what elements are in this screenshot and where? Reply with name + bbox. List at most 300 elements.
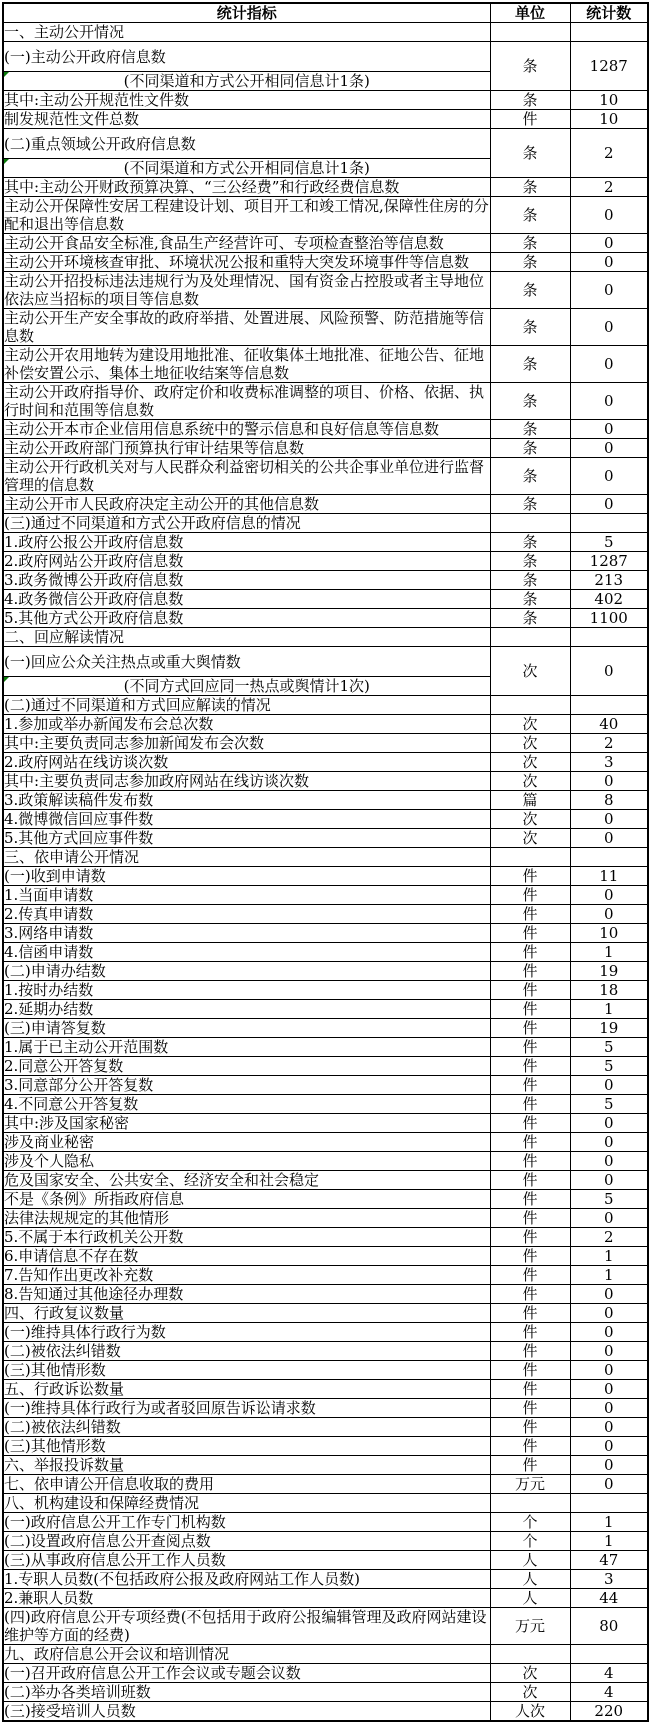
table-row [3,1645,648,1664]
table-row [3,458,648,495]
indicator-cell: 危及国家安全、公共安全、经济安全和社会稳定 [3,1171,490,1190]
value-cell: 2 [570,129,648,178]
table-row [3,696,648,715]
value-cell: 0 [570,886,648,905]
value-cell: 0 [570,197,648,234]
value-cell [570,23,648,42]
table-row [3,943,648,962]
table-row [3,1019,648,1038]
value-cell: 0 [570,383,648,420]
table-row [3,129,648,159]
value-cell: 0 [570,1076,648,1095]
table-row [3,439,648,458]
unit-cell: 条 [490,309,570,346]
unit-cell [490,23,570,42]
unit-cell: 件 [490,1266,570,1285]
indicator-cell: 2.政府网站公开政府信息数 [3,552,490,571]
table-row [3,110,648,129]
table-row [3,1114,648,1133]
indicator-cell: 6.申请信息不存在数 [3,1247,490,1266]
indicator-cell: 五、行政诉讼数量 [3,1380,490,1399]
column-header-unit: 单位 [490,3,570,23]
indicator-cell: 主动公开市人民政府决定主动公开的其他信息数 [3,495,490,514]
value-cell: 80 [570,1608,648,1645]
table-row [3,810,648,829]
indicator-cell: 六、举报投诉数量 [3,1456,490,1475]
value-cell: 5 [570,1038,648,1057]
unit-cell: 件 [490,1456,570,1475]
value-cell: 18 [570,981,648,1000]
value-cell: 402 [570,590,648,609]
indicator-cell: 5.其他方式回应事件数 [3,829,490,848]
unit-cell: 件 [490,1171,570,1190]
unit-cell: 条 [490,234,570,253]
table-row [3,1589,648,1608]
value-cell: 10 [570,924,648,943]
table-row [3,495,648,514]
value-cell: 1100 [570,609,648,628]
table-row [3,346,648,383]
indicator-cell: 其中:主要负责同志参加新闻发布会次数 [3,734,490,753]
value-cell: 4 [570,1664,648,1683]
value-cell: 8 [570,791,648,810]
indicator-cell: 3.网络申请数 [3,924,490,943]
indicator-cell: 1.当面申请数 [3,886,490,905]
value-cell: 44 [570,1589,648,1608]
column-header-value: 统计数 [570,3,648,23]
indicator-cell: 七、依申请公开信息收取的费用 [3,1475,490,1494]
indicator-cell: (二)重点领域公开政府信息数 [3,129,490,159]
unit-cell: 个 [490,1513,570,1532]
table-row [3,1133,648,1152]
indicator-cell: (三)从事政府信息公开工作人员数 [3,1551,490,1570]
table-row [3,753,648,772]
value-cell: 0 [570,309,648,346]
unit-cell: 条 [490,178,570,197]
table-row [3,867,648,886]
table-row [3,1683,648,1702]
value-cell: 5 [570,1190,648,1209]
unit-cell: 件 [490,1418,570,1437]
cell-error-indicator-icon [4,677,9,682]
indicator-cell: (四)政府信息公开专项经费(不包括用于政府公报编辑管理及政府网站建设维护等方面的经费) [3,1608,490,1645]
unit-cell: 条 [490,272,570,309]
indicator-cell: 5.其他方式公开政府信息数 [3,609,490,628]
indicator-cell: (三)其他情形数 [3,1437,490,1456]
value-cell: 1 [570,1266,648,1285]
indicator-cell: 主动公开食品安全标准,食品生产经营许可、专项检查整治等信息数 [3,234,490,253]
table-row [3,1304,648,1323]
table-row [3,1608,648,1645]
table-row [3,1000,648,1019]
indicator-cell: 法律法规规定的其他情形 [3,1209,490,1228]
table-row [3,905,648,924]
indicator-cell: 8.告知通过其他途径办理数 [3,1285,490,1304]
unit-cell: 个 [490,1532,570,1551]
indicator-cell: 主动公开行政机关对与人民群众利益密切相关的公共企事业单位进行监督管理的信息数 [3,458,490,495]
indicator-cell: 主动公开招投标违法违规行为及处理情况、国有资金占控股或者主导地位依法应当招标的项目等信息数 [3,272,490,309]
value-cell: 220 [570,1702,648,1722]
unit-cell: 件 [490,1209,570,1228]
value-cell: 0 [570,1114,648,1133]
unit-cell: 条 [490,609,570,628]
unit-cell: 件 [490,1114,570,1133]
indicator-cell: 7.告知作出更改补充数 [3,1266,490,1285]
indicator-cell: 涉及个人隐私 [3,1152,490,1171]
value-cell: 0 [570,1380,648,1399]
table-row [3,309,648,346]
unit-cell: 条 [490,383,570,420]
table-row [3,962,648,981]
unit-cell: 件 [490,1304,570,1323]
table-row [3,1380,648,1399]
unit-cell: 条 [490,346,570,383]
value-cell: 1 [570,1247,648,1266]
unit-cell: 件 [490,1228,570,1247]
value-cell: 19 [570,962,648,981]
value-cell: 0 [570,1475,648,1494]
value-cell: 0 [570,647,648,696]
value-cell: 0 [570,829,648,848]
table-row [3,178,648,197]
indicator-cell: (一)主动公开政府信息数 [3,42,490,72]
indicator-cell: (一)政府信息公开工作专门机构数 [3,1513,490,1532]
indicator-cell: (一)收到申请数 [3,867,490,886]
unit-cell: 人 [490,1551,570,1570]
table-row [3,609,648,628]
indicator-cell: 2.传真申请数 [3,905,490,924]
table-row [3,1399,648,1418]
unit-cell: 条 [490,458,570,495]
value-cell [570,514,648,533]
indicator-note-cell [3,159,490,178]
value-cell: 0 [570,905,648,924]
indicator-cell: 主动公开本市企业信用信息系统中的警示信息和良好信息等信息数 [3,420,490,439]
indicator-cell: 1.专职人员数(不包括政府公报及政府网站工作人员数) [3,1570,490,1589]
unit-cell: 件 [490,1285,570,1304]
indicator-cell: 2.延期办结数 [3,1000,490,1019]
indicator-note-text: (不同渠道和方式公开相同信息计1条) [123,159,370,177]
column-header-indicator: 统计指标 [3,3,490,23]
indicator-cell: 涉及商业秘密 [3,1133,490,1152]
value-cell: 19 [570,1019,648,1038]
value-cell: 0 [570,253,648,272]
unit-cell: 件 [490,1057,570,1076]
value-cell: 0 [570,1418,648,1437]
indicator-cell: 九、政府信息公开会议和培训情况 [3,1645,490,1664]
value-cell [570,1494,648,1513]
unit-cell: 件 [490,1190,570,1209]
value-cell: 0 [570,1456,648,1475]
indicator-cell: 2.兼职人员数 [3,1589,490,1608]
table-row [3,1095,648,1114]
value-cell: 0 [570,1285,648,1304]
table-row [3,791,648,810]
value-cell: 0 [570,810,648,829]
indicator-cell: 三、依申请公开情况 [3,848,490,867]
value-cell: 0 [570,439,648,458]
table-row [3,1475,648,1494]
value-cell: 1287 [570,552,648,571]
unit-cell: 条 [490,495,570,514]
value-cell [570,628,648,647]
indicator-cell: (一)回应公众关注热点或重大舆情数 [3,647,490,677]
indicator-cell: (二)设置政府信息公开查阅点数 [3,1532,490,1551]
unit-cell: 条 [490,552,570,571]
value-cell: 1 [570,1513,648,1532]
indicator-note-cell [3,677,490,696]
indicator-cell: (三)通过不同渠道和方式公开政府信息的情况 [3,514,490,533]
value-cell: 3 [570,1570,648,1589]
unit-cell: 篇 [490,791,570,810]
value-cell: 0 [570,1209,648,1228]
value-cell: 4 [570,1683,648,1702]
indicator-cell: 主动公开环境核查审批、环境状况公报和重特大突发环境事件等信息数 [3,253,490,272]
value-cell [570,1645,648,1664]
table-row [3,590,648,609]
indicator-cell: 1.参加或举办新闻发布会总次数 [3,715,490,734]
value-cell: 0 [570,1304,648,1323]
indicator-note-text: (不同渠道和方式公开相同信息计1条) [123,72,370,90]
unit-cell: 条 [490,533,570,552]
value-cell: 5 [570,1095,648,1114]
table-row [3,197,648,234]
table-row [3,1323,648,1342]
unit-cell: 次 [490,829,570,848]
indicator-cell: 4.微博微信回应事件数 [3,810,490,829]
value-cell: 0 [570,1171,648,1190]
value-cell: 40 [570,715,648,734]
indicator-cell: 1.属于已主动公开范围数 [3,1038,490,1057]
value-cell: 3 [570,753,648,772]
unit-cell: 件 [490,924,570,943]
table-row [3,628,648,647]
table-row [3,514,648,533]
table-row [3,1494,648,1513]
indicator-cell: (三)申请答复数 [3,1019,490,1038]
unit-cell: 件 [490,962,570,981]
unit-cell: 次 [490,1683,570,1702]
value-cell: 0 [570,1437,648,1456]
table-row [3,1247,648,1266]
unit-cell [490,1645,570,1664]
table-row [3,552,648,571]
unit-cell: 次 [490,715,570,734]
table-row [3,1437,648,1456]
value-cell: 1 [570,943,648,962]
table-row [3,1551,648,1570]
unit-cell: 件 [490,1380,570,1399]
unit-cell: 条 [490,590,570,609]
table-row [3,1076,648,1095]
unit-cell: 次 [490,647,570,696]
unit-cell: 件 [490,1000,570,1019]
value-cell: 2 [570,734,648,753]
value-cell: 213 [570,571,648,590]
indicator-cell: 一、主动公开情况 [3,23,490,42]
table-row [3,886,648,905]
table-row [3,272,648,309]
table-row [3,1456,648,1475]
value-cell: 5 [570,533,648,552]
table-row [3,253,648,272]
indicator-cell: 主动公开政府部门预算执行审计结果等信息数 [3,439,490,458]
value-cell: 0 [570,420,648,439]
table-row [3,420,648,439]
value-cell: 11 [570,867,648,886]
indicator-cell: (一)维持具体行政行为数 [3,1323,490,1342]
value-cell: 1 [570,1000,648,1019]
unit-cell: 条 [490,420,570,439]
unit-cell: 次 [490,810,570,829]
value-cell: 0 [570,1361,648,1380]
table-row [3,1171,648,1190]
value-cell: 0 [570,495,648,514]
unit-cell [490,514,570,533]
unit-cell: 件 [490,1152,570,1171]
table-row [3,23,648,42]
value-cell: 0 [570,1133,648,1152]
indicator-cell: 其中:主动公开财政预算决算、“三公经费”和行政经费信息数 [3,178,490,197]
table-row [3,234,648,253]
table-row [3,848,648,867]
indicator-cell: (二)被依法纠错数 [3,1418,490,1437]
unit-cell: 件 [490,1019,570,1038]
value-cell: 0 [570,1152,648,1171]
cell-error-indicator-icon [4,72,9,77]
indicator-note-cell [3,72,490,91]
unit-cell: 件 [490,1437,570,1456]
indicator-cell: (一)维持具体行政行为或者驳回原告诉讼请求数 [3,1399,490,1418]
unit-cell: 条 [490,571,570,590]
unit-cell: 件 [490,886,570,905]
unit-cell: 条 [490,253,570,272]
table-row [3,772,648,791]
table-row [3,981,648,1000]
indicator-cell: 2.政府网站在线访谈次数 [3,753,490,772]
unit-cell: 件 [490,1399,570,1418]
indicator-cell: 2.同意公开答复数 [3,1057,490,1076]
unit-cell: 条 [490,42,570,91]
value-cell: 0 [570,1342,648,1361]
unit-cell: 次 [490,734,570,753]
indicator-cell: 主动公开保障性安居工程建设计划、项目开工和竣工情况,保障性住房的分配和退出等信息数 [4,197,489,233]
unit-cell: 次 [490,753,570,772]
value-cell [570,848,648,867]
unit-cell: 件 [490,1247,570,1266]
unit-cell [490,696,570,715]
value-cell: 0 [570,1323,648,1342]
value-cell: 0 [570,346,648,383]
table-row [3,1038,648,1057]
table-row [3,1513,648,1532]
unit-cell: 件 [490,1038,570,1057]
table-row [3,383,648,420]
value-cell: 0 [570,772,648,791]
unit-cell: 人次 [490,1702,570,1722]
table-row [3,42,648,72]
unit-cell: 件 [490,1076,570,1095]
table-row [3,1057,648,1076]
table-row [3,1152,648,1171]
unit-cell [490,1494,570,1513]
value-cell: 1 [570,1532,648,1551]
table-row [3,1285,648,1304]
indicator-cell: 主动公开生产安全事故的政府举措、处置进展、风险预警、防范措施等信息数 [3,309,490,346]
unit-cell: 件 [490,905,570,924]
value-cell: 10 [570,91,648,110]
value-cell: 0 [570,458,648,495]
unit-cell [490,628,570,647]
indicator-cell: (三)接受培训人员数 [3,1702,490,1722]
indicator-cell: (二)申请办结数 [3,962,490,981]
table-row [3,1418,648,1437]
table-row [3,1209,648,1228]
value-cell: 0 [570,234,648,253]
table-row [3,924,648,943]
unit-cell: 条 [490,439,570,458]
table-row [3,1532,648,1551]
unit-cell: 条 [490,91,570,110]
indicator-cell: (二)通过不同渠道和方式回应解读的情况 [3,696,490,715]
unit-cell: 人 [490,1570,570,1589]
indicator-cell: 主动公开农用地转为建设用地批准、征收集体土地批准、征地公告、征地补偿安置公示、集体土地征收结案等信息数 [3,346,490,383]
indicator-cell: (二)被依法纠错数 [3,1342,490,1361]
indicator-cell: 不是《条例》所指政府信息 [3,1190,490,1209]
table-row [3,91,648,110]
unit-cell: 件 [490,867,570,886]
table-row [3,1361,648,1380]
table-row [3,1702,648,1722]
indicator-cell: 1.按时办结数 [3,981,490,1000]
table-row [3,1342,648,1361]
indicator-cell: 4.不同意公开答复数 [3,1095,490,1114]
value-cell: 2 [570,178,648,197]
indicator-cell: 4.政务微信公开政府信息数 [3,590,490,609]
unit-cell: 条 [490,129,570,178]
indicator-cell: 其中:主动公开规范性文件数 [3,91,490,110]
cell-error-indicator-icon [4,159,9,164]
table-row [3,1570,648,1589]
indicator-cell: (一)召开政府信息公开工作会议或专题会议数 [3,1664,490,1683]
header-row [3,3,648,23]
indicator-cell: 二、回应解读情况 [3,628,490,647]
statistics-table-body [3,23,648,1722]
indicator-note-text: (不同方式回应同一热点或舆情计1次) [123,677,370,695]
value-cell: 1287 [570,42,648,91]
unit-cell: 万元 [490,1608,570,1645]
indicator-cell: 其中:涉及国家秘密 [3,1114,490,1133]
value-cell: 0 [570,1399,648,1418]
indicator-cell: 3.政策解读稿件发布数 [3,791,490,810]
table-row [3,734,648,753]
table-row [3,1266,648,1285]
table-row [3,1664,648,1683]
value-cell [570,696,648,715]
value-cell: 47 [570,1551,648,1570]
indicator-cell: 3.政务微博公开政府信息数 [3,571,490,590]
statistics-table [2,2,649,1722]
table-row [3,533,648,552]
unit-cell: 件 [490,981,570,1000]
unit-cell: 次 [490,1664,570,1683]
unit-cell: 条 [490,197,570,234]
table-row [3,647,648,677]
indicator-cell: (三)其他情形数 [3,1361,490,1380]
unit-cell: 件 [490,1133,570,1152]
unit-cell: 件 [490,943,570,962]
table-row [3,1228,648,1247]
